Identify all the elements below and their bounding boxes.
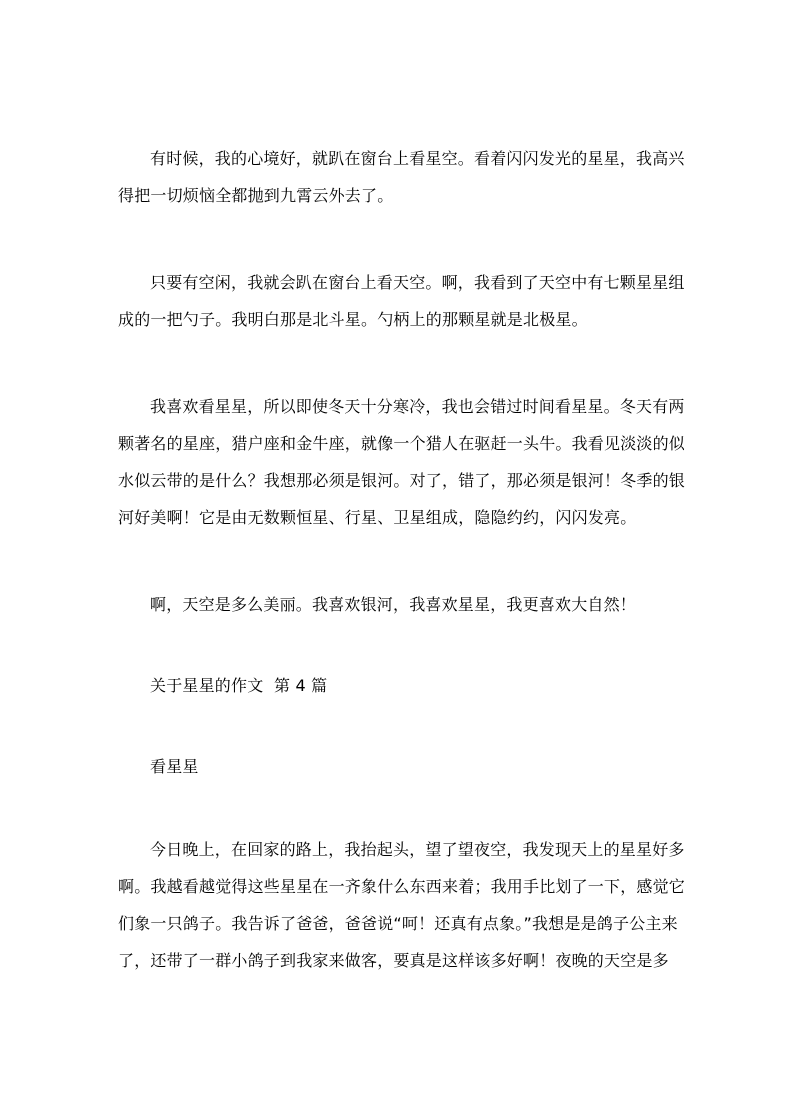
section-heading: 关于星星的作文 第 4 篇 <box>150 676 328 695</box>
paragraph-3: 我喜欢看星星，所以即使冬天十分寒冷，我也会错过时间看星星。冬天有两颗著名的星座，猎户座和金牛座，就像一个猎人在驱赶一头牛。我看见淡淡的似水似云带的是什么？我想那必须是银河。对了，错了，那必须是银河！冬季的银河好美啊！它是由无数颗恒星、行星、卫星组成，隐隐约约，闪闪发亮。 <box>118 397 686 527</box>
paragraph-5: 今日晚上，在回家的路上，我抬起头，望了望夜空，我发现天上的星星好多啊。我越看越觉得这些星星在一齐象什么东西来着；我用手比划了一下，感觉它们象一只鸽子。我告诉了爸爸，爸爸说“呵！还真有点象。”我想是是鸽子公主来了，还带了一群小鸽子到我家来做客，要真是这样该多好啊！夜晚的天空是多 <box>118 840 686 970</box>
paragraph-1: 有时候，我的心境好，就趴在窗台上看星空。看着闪闪发光的星星，我高兴得把一切烦恼全都抛到九霄云外去了。 <box>118 149 685 205</box>
document-body <box>118 140 688 1029</box>
paragraph-4: 啊，天空是多么美丽。我喜欢银河，我喜欢星星，我更喜欢大自然！ <box>150 595 637 614</box>
essay-title: 看星星 <box>150 757 199 776</box>
paragraph-2: 只要有空闲，我就会趴在窗台上看天空。啊，我看到了天空中有七颗星星组成的一把勺子。我明白那是北斗星。勺柄上的那颗星就是北极星。 <box>118 273 685 329</box>
